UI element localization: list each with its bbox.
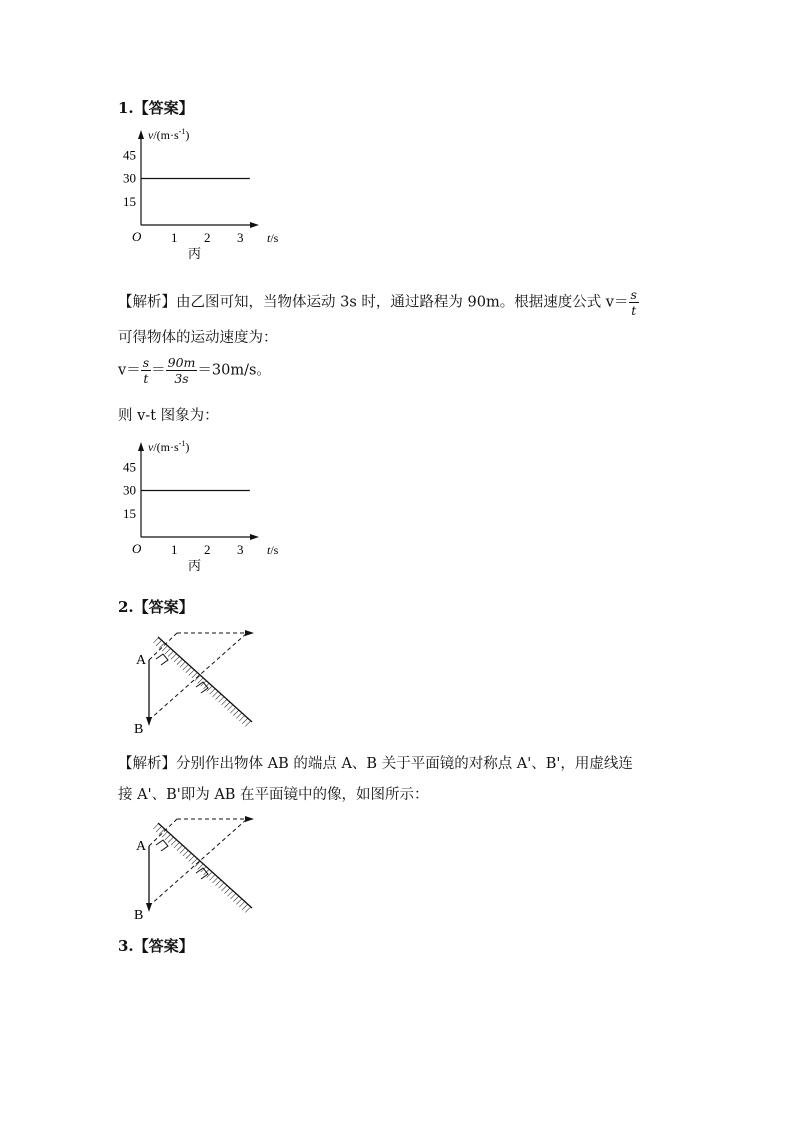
mirror-diagram-1 — [125, 620, 275, 745]
q2-analysis-line2: 接 A'、B'即为 AB 在平面镜中的像，如图所示： — [118, 787, 429, 803]
chart-caption: 丙 — [188, 558, 202, 573]
vt-chart-2 — [115, 437, 285, 577]
chart-caption: 丙 — [188, 246, 202, 261]
vt-intro: 则 v-t 图象为： — [118, 408, 219, 424]
object-ab — [146, 846, 152, 912]
y-tick-label: 45 — [123, 147, 136, 163]
q1-analysis-line2: 可得物体的运动速度为： — [118, 330, 278, 346]
origin-label: O — [132, 541, 142, 556]
x-axis-label: t/s — [267, 231, 279, 245]
y-tick-label: 30 — [123, 482, 136, 498]
q3-header: 3.【答案】 — [118, 937, 194, 955]
x-tick-label: 1 — [171, 542, 178, 557]
q1-header: 1.【答案】 — [118, 99, 194, 117]
label-b: B — [134, 722, 144, 737]
q2-analysis-line1: 【解析】分别作出物体 AB 的端点 A、B 关于平面镜的对称点 A'、B'，用虚线连 — [118, 756, 633, 772]
label-b: B — [134, 908, 144, 923]
analysis-tag: 【解析】 — [118, 294, 176, 311]
y-axis-label: $v/(m\cdot s^{-1})$ — [148, 127, 190, 142]
label-a: A — [136, 653, 147, 668]
x-axis-label: t/s — [267, 543, 279, 557]
label-a: A — [136, 839, 147, 854]
q1-analysis-line1: 【解析】由乙图可知，当物体运动 3s 时，通过路程为 90m。根据速度公式 v＝ $\frac{s}{t}$ — [118, 287, 637, 318]
x-tick-label: 3 — [237, 230, 244, 245]
vt-chart-1 — [115, 125, 285, 265]
speed-formula-fraction: $\frac{s}{t}$ — [630, 287, 637, 318]
mirror-diagram-2 — [125, 806, 275, 931]
x-tick-label: 2 — [204, 230, 211, 245]
y-tick-label: 30 — [123, 170, 136, 186]
q2-header: 2.【答案】 — [118, 598, 194, 616]
object-ab — [146, 660, 152, 726]
y-axis-label: $v/(m\cdot s^{-1})$ — [148, 439, 190, 454]
x-tick-label: 2 — [204, 542, 211, 557]
x-tick-label: 3 — [237, 542, 244, 557]
y-tick-label: 15 — [123, 505, 136, 521]
origin-label: O — [132, 229, 142, 244]
y-tick-label: 45 — [123, 459, 136, 475]
q1-calculation: v＝ $\frac{s}{t}$ ＝ $\frac{90m}{3s}$ ＝30m/s。 — [118, 355, 271, 386]
analysis-tag: 【解析】 — [118, 756, 176, 772]
x-tick-label: 1 — [171, 230, 178, 245]
y-tick-label: 15 — [123, 193, 136, 209]
